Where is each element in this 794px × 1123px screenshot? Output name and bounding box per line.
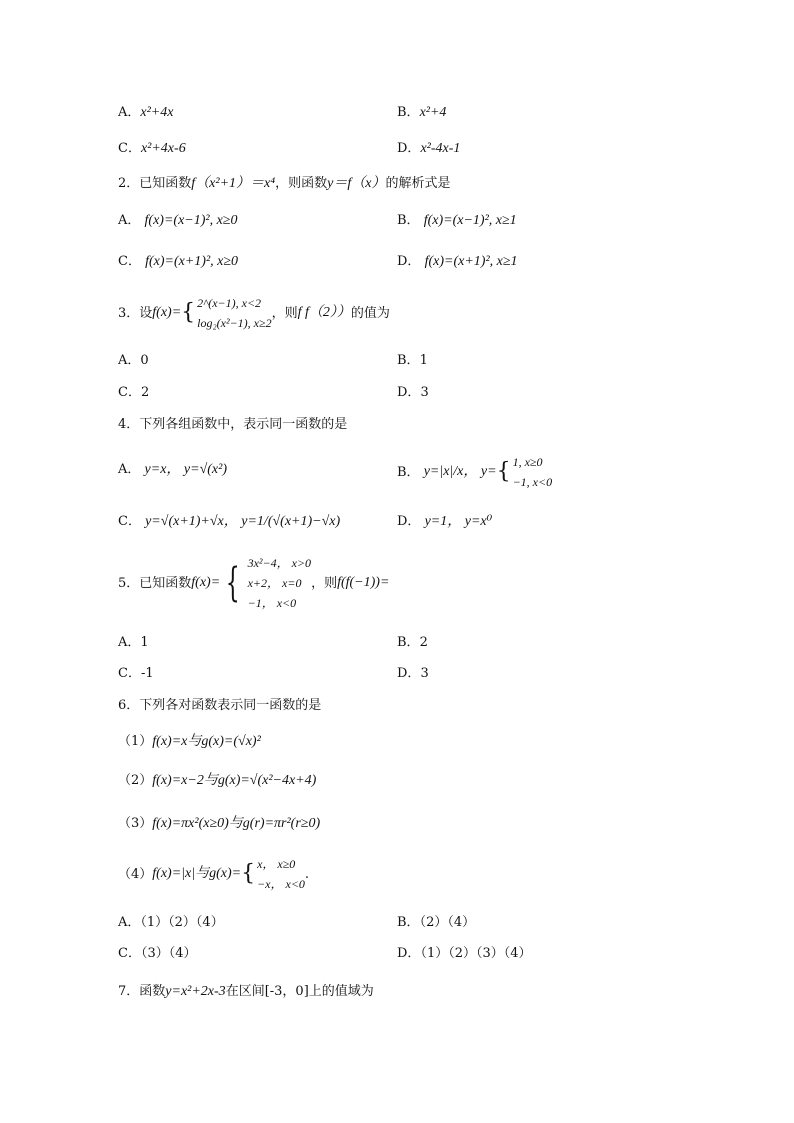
q3-option-d: D．3 (397, 385, 429, 400)
q5-option-d: D．3 (397, 666, 429, 681)
q5-stem: 5．已知函数 f(x)= { 3x²−4， x>0 x+2， x=0 −1， x<0 ，则 f(f(−1))= (118, 553, 389, 613)
q6-item-4-piecewise: { x， x≥0 −x， x<0 (241, 857, 305, 891)
q4-option-a-expr: y=x， y=√(x²) (144, 462, 227, 477)
q2-option-c-expr: f(x)=(x+1)², x≥0 (145, 254, 239, 269)
q1-option-c-expr: x²+4x-6 (140, 141, 186, 156)
q1-option-b-expr: x²+4 (419, 105, 447, 120)
q5-option-b: B．2 (397, 635, 428, 650)
q3-piecewise: { 2^(x−1), x<2 log₂(x²−1), x≥2 (181, 296, 272, 330)
q4-option-d: D． y=1， y=x⁰ (397, 514, 493, 529)
q2-option-b-expr: f(x)=(x−1)², x≥1 (423, 213, 517, 228)
q6-option-c: C．（3）（4） (118, 946, 197, 961)
q2-option-a: A． f(x)=(x−1)², x≥0 (118, 213, 238, 228)
q1-option-d-expr: x²-4x-1 (420, 141, 461, 156)
q4-option-b-piecewise: { 1, x≥0 −1, x<0 (496, 455, 553, 489)
q6-option-b: B．（2）（4） (397, 915, 476, 930)
q4-stem: 4．下列各组函数中，表示同一函数的是 (118, 417, 348, 432)
q2-option-d-expr: f(x)=(x+1)², x≥1 (424, 254, 518, 269)
q5-piecewise: { 3x²−4， x>0 x+2， x=0 −1， x<0 (225, 556, 312, 610)
q1-option-d: D．x²-4x-1 (397, 141, 461, 156)
q1-option-a: A．x²+4x (118, 105, 174, 120)
q6-option-d: D．（1）（2）（3）（4） (397, 946, 532, 961)
q3-option-a: A．0 (118, 353, 149, 368)
q5-option-c: C．-1 (118, 666, 154, 681)
q3-option-b: B．1 (397, 353, 428, 368)
q2-option-a-expr: f(x)=(x−1)², x≥0 (144, 213, 238, 228)
q6-item-2: （2）f(x)=x−2与g(x)=√(x²−4x+4) (118, 773, 317, 788)
q4-option-c-expr: y=√(x+1)+√x， y=1/(√(x+1)−√x) (145, 514, 341, 529)
q6-item-1: （1）f(x)=x与g(x)=(√x)² (118, 734, 261, 749)
q3-stem: 3．设 f(x)= { 2^(x−1), x<2 log₂(x²−1), x≥2 ，则 f f（2）） 的值为 (118, 293, 390, 333)
q4-option-b: B． y=|x|/x， y= { 1, x≥0 −1, x<0 (397, 452, 552, 492)
q1-option-c: C．x²+4x-6 (118, 141, 186, 156)
q6-stem: 6．下列各对函数表示同一函数的是 (118, 698, 322, 713)
q4-option-c: C． y=√(x+1)+√x， y=1/(√(x+1)−√x) (118, 514, 341, 529)
q2-option-b: B． f(x)=(x−1)², x≥1 (397, 213, 517, 228)
q4-option-d-expr: y=1， y=x⁰ (424, 514, 493, 529)
q2-option-d: D． f(x)=(x+1)², x≥1 (397, 254, 518, 269)
q4-option-a: A． y=x， y=√(x²) (118, 462, 227, 477)
q6-option-a: A．（1）（2）（4） (118, 915, 224, 930)
q7-stem: 7．函数y=x²+2x-3在区间[-3，0]上的值域为 (118, 984, 374, 999)
q5-option-a: A．1 (118, 635, 149, 650)
q3-option-c: C．2 (118, 385, 150, 400)
q2-stem: 2．已知函数f（x²+1）＝x⁴，则函数y＝f（x）的解析式是 (118, 176, 451, 191)
q6-item-4: （4） f(x)=|x|与g(x)= { x， x≥0 −x， x<0 . (118, 854, 309, 894)
q2-option-c: C． f(x)=(x+1)², x≥0 (118, 254, 239, 269)
q6-item-3: （3）f(x)=πx²(x≥0)与g(r)=πr²(r≥0) (118, 816, 321, 831)
q1-option-b: B．x²+4 (397, 105, 447, 120)
q1-option-a-expr: x²+4x (140, 105, 174, 120)
